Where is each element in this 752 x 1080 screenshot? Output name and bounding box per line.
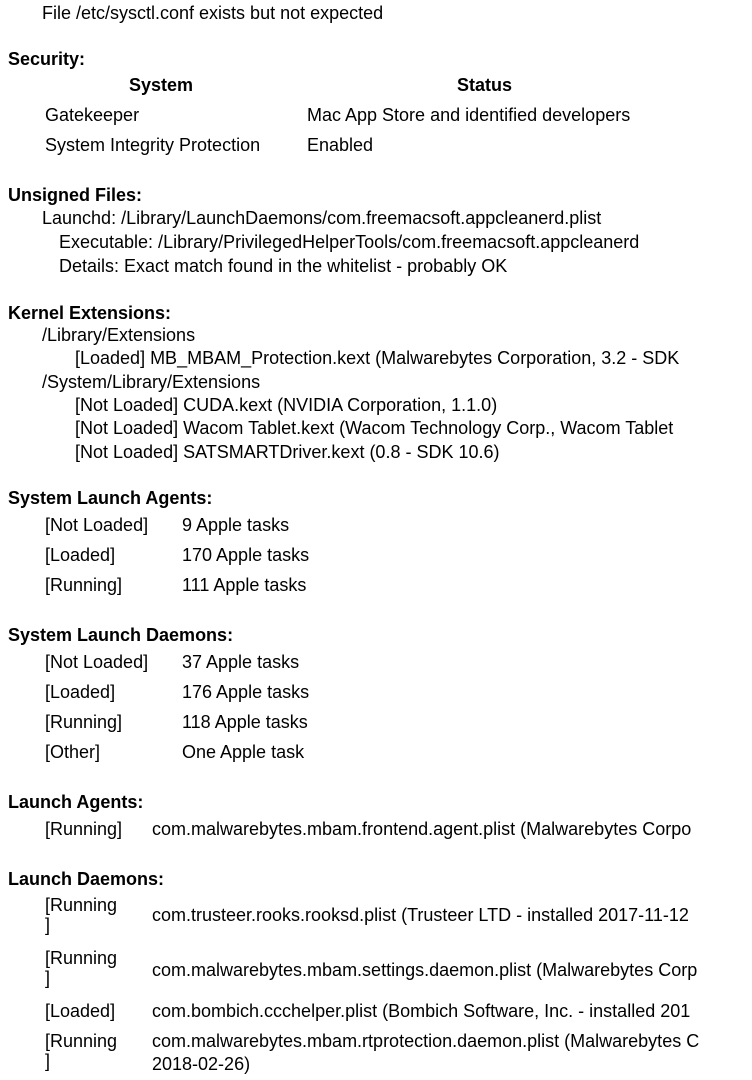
sys-agents-value: 111 Apple tasks <box>182 575 307 595</box>
sys-agents-state: [Loaded] <box>45 545 116 565</box>
kext-item: [Not Loaded] CUDA.kext (NVIDIA Corporation, 1.1.0) <box>75 395 498 415</box>
kext-item: [Not Loaded] SATSMARTDriver.kext (0.8 - SDK 10.6) <box>75 442 500 462</box>
launch-daemons-value-cont: 2018-02-26) <box>152 1054 251 1074</box>
security-heading: Security: <box>8 49 86 69</box>
kext-dir: /Library/Extensions <box>42 325 196 345</box>
launch-daemons-state-bracket: ] <box>45 968 51 988</box>
kext-item: [Loaded] MB_MBAM_Protection.kext (Malwarebytes Corporation, 3.2 - SDK <box>75 348 680 368</box>
unsigned-heading: Unsigned Files: <box>8 185 143 205</box>
sys-daemons-value: One Apple task <box>182 742 305 762</box>
launch-daemons-value: com.trusteer.rooks.rooksd.plist (Trusteer LTD - installed 2017-11-12 <box>152 905 689 925</box>
launch-daemons-state: [Running <box>45 948 118 968</box>
launch-daemons-value: com.malwarebytes.mbam.rtprotection.daemon.plist (Malwarebytes C <box>152 1031 700 1051</box>
unsigned-details: Details: Exact match found in the whitelist - probably OK <box>59 256 508 276</box>
launch-daemons-heading: Launch Daemons: <box>8 869 165 889</box>
security-col-status: Status <box>457 75 513 95</box>
sys-agents-value: 170 Apple tasks <box>182 545 310 565</box>
sys-daemons-value: 176 Apple tasks <box>182 682 310 702</box>
sys-daemons-heading: System Launch Daemons: <box>8 625 234 645</box>
kext-item: [Not Loaded] Wacom Tablet.kext (Wacom Technology Corp., Wacom Tablet <box>75 418 674 438</box>
kext-dir: /System/Library/Extensions <box>42 372 261 392</box>
launch-daemons-value: com.malwarebytes.mbam.settings.daemon.plist (Malwarebytes Corp <box>152 960 698 980</box>
sys-daemons-state: [Other] <box>45 742 101 762</box>
launch-daemons-state: [Running <box>45 895 118 915</box>
launch-agents-heading: Launch Agents: <box>8 792 144 812</box>
security-row-status: Enabled <box>307 135 374 155</box>
sys-daemons-state: [Loaded] <box>45 682 116 702</box>
sysctl-warning: File /etc/sysctl.conf exists but not expected <box>42 3 384 23</box>
sys-daemons-value: 37 Apple tasks <box>182 652 300 672</box>
sys-agents-state: [Not Loaded] <box>45 515 149 535</box>
unsigned-executable: Executable: /Library/PrivilegedHelperTools/com.freemacsoft.appcleanerd <box>59 232 640 252</box>
launch-daemons-state-bracket: ] <box>45 1051 51 1071</box>
security-row-status: Mac App Store and identified developers <box>307 105 631 125</box>
launch-daemons-value: com.bombich.ccchelper.plist (Bombich Software, Inc. - installed 201 <box>152 1001 691 1021</box>
security-row-system: Gatekeeper <box>45 105 140 125</box>
sys-agents-value: 9 Apple tasks <box>182 515 290 535</box>
sys-daemons-value: 118 Apple tasks <box>182 712 308 732</box>
launch-agents-state: [Running] <box>45 819 123 839</box>
sys-daemons-state: [Not Loaded] <box>45 652 149 672</box>
kext-heading: Kernel Extensions: <box>8 303 172 323</box>
launch-daemons-state: [Loaded] <box>45 1001 116 1021</box>
launch-daemons-state-bracket: ] <box>45 915 51 935</box>
launch-daemons-state: [Running <box>45 1031 118 1051</box>
security-col-system: System <box>129 75 194 95</box>
launch-agents-value: com.malwarebytes.mbam.frontend.agent.plist (Malwarebytes Corpo <box>152 819 692 839</box>
unsigned-launchd: Launchd: /Library/LaunchDaemons/com.freemacsoft.appcleanerd.plist <box>42 208 602 228</box>
security-row-system: System Integrity Protection <box>45 135 261 155</box>
sys-agents-state: [Running] <box>45 575 123 595</box>
sys-agents-heading: System Launch Agents: <box>8 488 213 508</box>
sys-daemons-state: [Running] <box>45 712 123 732</box>
